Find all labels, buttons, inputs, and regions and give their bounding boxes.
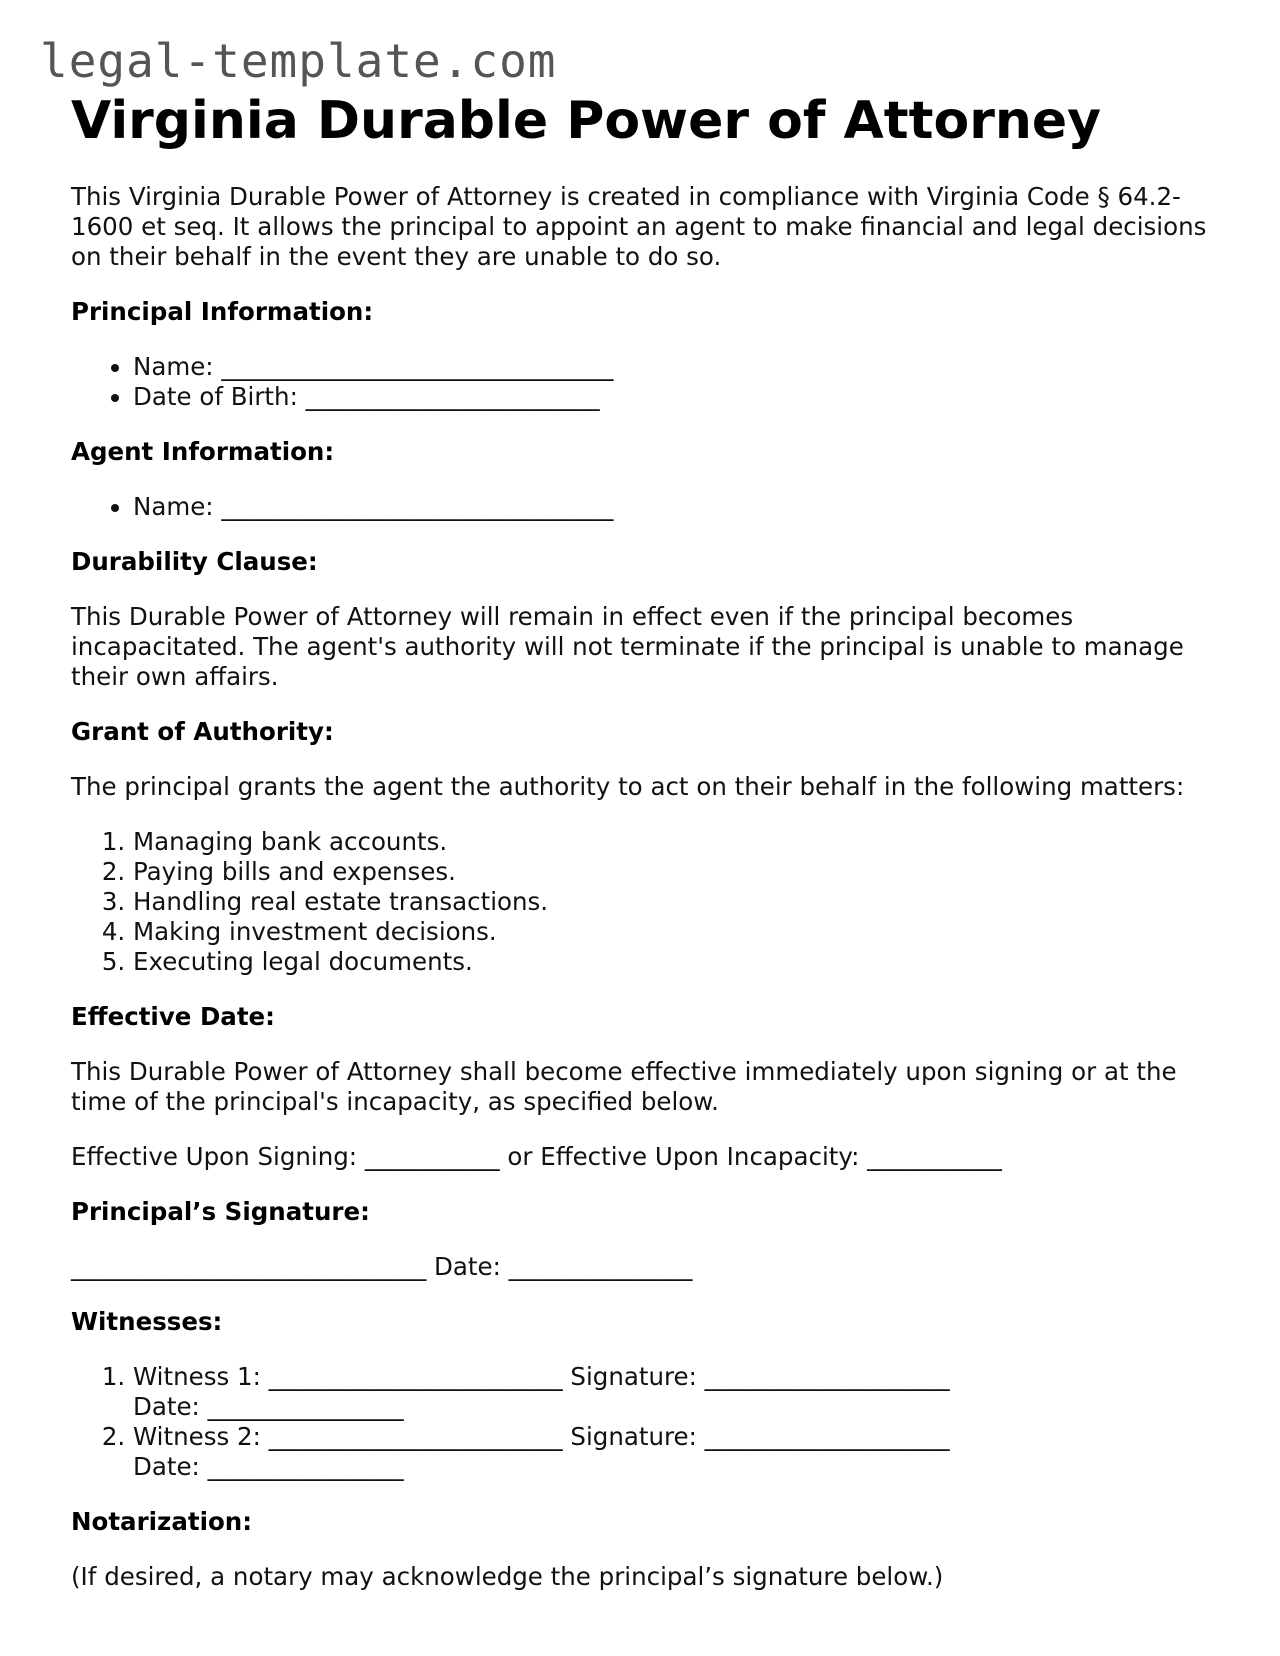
authority-item: 1. Managing bank accounts. <box>133 827 1221 857</box>
principal-heading: Principal Information: <box>71 297 374 326</box>
authority-item: 2. Paying bills and expenses. <box>133 857 1221 887</box>
intro-paragraph: This Virginia Durable Power of Attorney is created in compliance with Virginia Code § 64.2-1600 et seq. It allows the principal to appoint an agent to make financial and legal decisions on their behalf in the event they are unable to do so. <box>71 182 1207 271</box>
authority-item: 3. Handling real estate transactions. <box>133 887 1221 917</box>
principal-name-field: • Name: ________________________________ <box>133 352 1221 382</box>
effective-paragraph: This Durable Power of Attorney shall become effective immediately upon signing or at the time of the principal's incapacity, as specified below. <box>71 1057 1177 1116</box>
witness-list <box>71 1362 1221 1482</box>
effective-heading: Effective Date: <box>71 1002 275 1031</box>
signature-line: _____________________________ Date: _______________ <box>71 1252 693 1281</box>
document-body <box>71 88 1221 1617</box>
notarization-paragraph: (If desired, a notary may acknowledge the principal’s signature below.) <box>71 1562 944 1591</box>
signature-heading: Principal’s Signature: <box>71 1197 370 1226</box>
authority-item: 5. Executing legal documents. <box>133 947 1221 977</box>
witnesses-heading: Witnesses: <box>71 1307 223 1336</box>
principal-dob-field: • Date of Birth: ________________________ <box>133 382 1221 412</box>
grant-heading: Grant of Authority: <box>71 717 334 746</box>
document-title: Virginia Durable Power of Attorney <box>71 91 1102 151</box>
notarization-heading: Notarization: <box>71 1507 253 1536</box>
witness-2-line: 2. Witness 2: ________________________ Signature: ____________________ Date: ________________ <box>133 1422 1011 1482</box>
principal-fields <box>71 352 1221 412</box>
grant-paragraph: The principal grants the agent the authority to act on their behalf in the following matters: <box>71 772 1185 801</box>
effective-options-line: Effective Upon Signing: ___________ or Effective Upon Incapacity: ___________ <box>71 1142 1002 1171</box>
durability-paragraph: This Durable Power of Attorney will remain in effect even if the principal becomes incapacitated. The agent's authority will not terminate if the principal is unable to manage their own affairs. <box>71 602 1184 691</box>
authority-item: 4. Making investment decisions. <box>133 917 1221 947</box>
watermark: legal-template.com <box>40 34 557 88</box>
agent-heading: Agent Information: <box>71 437 335 466</box>
witness-1-line: 1. Witness 1: ________________________ Signature: ____________________ Date: ________________ <box>133 1362 1011 1422</box>
authority-list <box>71 827 1221 977</box>
durability-heading: Durability Clause: <box>71 547 318 576</box>
agent-fields <box>71 492 1221 522</box>
agent-name-field: • Name: ________________________________ <box>133 492 1221 522</box>
